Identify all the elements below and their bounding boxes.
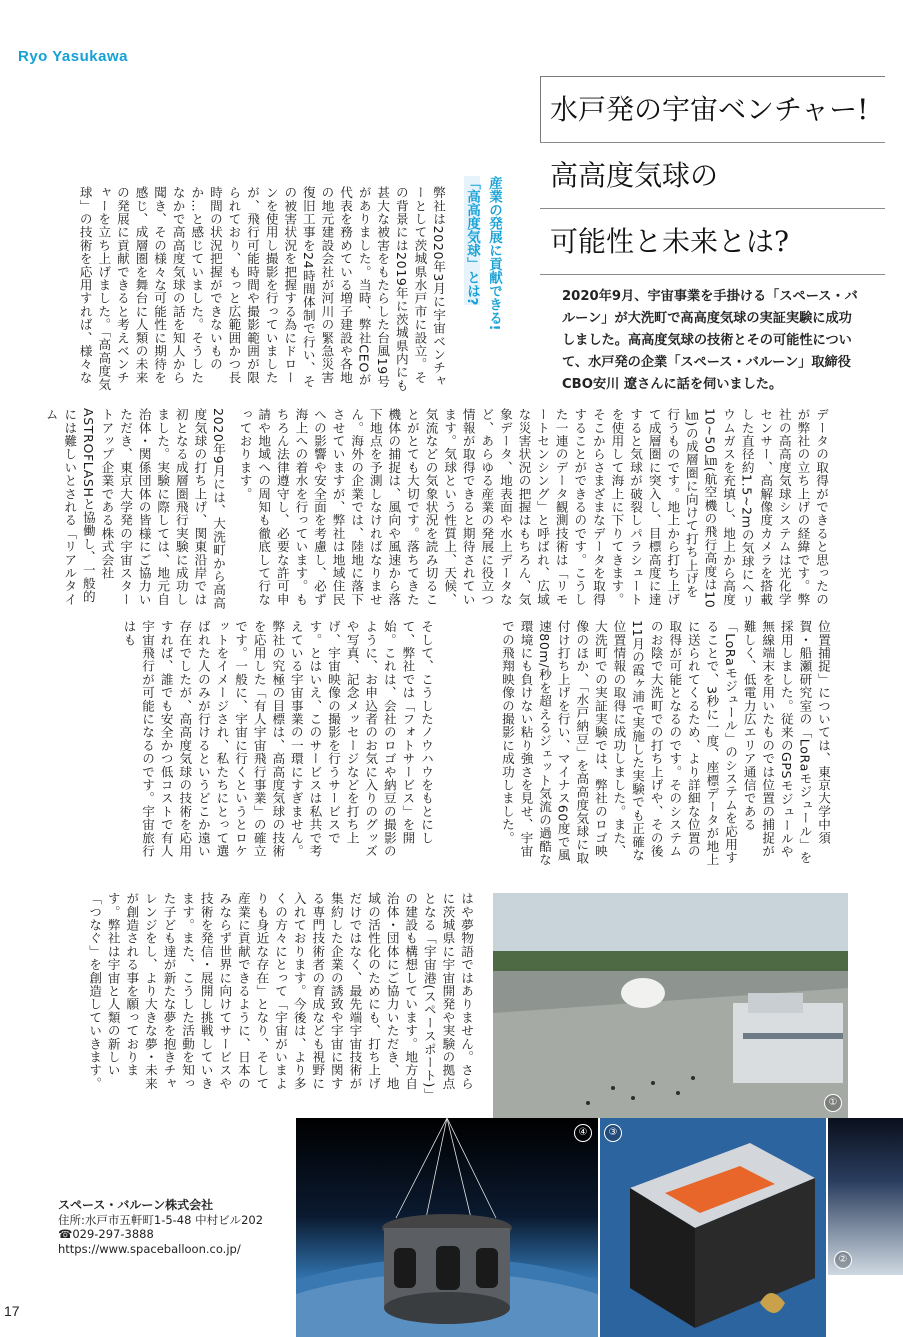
section-heading [455, 176, 505, 406]
section-heading-line-1: 産業の発展に貢献できる! [486, 176, 502, 331]
title-top-rule [540, 76, 885, 77]
photo-payload-art [600, 1118, 826, 1337]
company-tel: ☎029-297-3888 [58, 1227, 154, 1241]
title-rule-1 [540, 142, 885, 143]
lead-paragraph: 2020年9月、宇宙事業を手掛ける「スペース・バルーン」が大洗町で高高度気球の実証実験に成功しました。高高度気球の技術とその可能性について、水戸発の企業「スペース・バルーン」取締役CBO安川 遼さんに話を伺いました。 [562, 289, 858, 392]
title-line-3: 可能性と未来とは? [550, 225, 790, 258]
photo-sky [828, 1118, 903, 1275]
title-rule-2 [540, 208, 885, 209]
body-column-top-left: 弊社は2020年3月に宇宙ベンチャーとして茨城県水戸市に設立。その背景には2019年に茨城県内にも甚大な被害をもたらした台風19号がありました。当時、弊社CEOが代表を務めている増子建設や各地の地元建設会社が河川の緊急災害復旧工事を24時間体制で行い、その被害状況を把握する為にドローンを使用し撮影を行っていましたが、飛行可能時間や撮影範囲が限られており、もっと広範囲かつ長時間の状況把握ができないものか…と感じていました。そうしたなかで高高度気球の話を知人から聞き、その様々な可能性に期待を感じ、成層圏を舞台に人類の未来の発展に貢献できると考えベンチャーを立ち上げました。「高高度気球」の技術を応用すれば、様々な [77, 186, 446, 393]
body-column-lower: 位置捕捉」については、東京大学中須賀・船瀬研究室の「LoRaモジュール」を採用しました。従来のGPSモジュールや無線端末を用いたものでは位置の捕捉が難しく、低電力広エリア通信である「LoRaモジュール」のシステムを応用することで、3秒に一度、座標データが地上に送られてくるため、より詳細な位置の取得が可能となるのです。そのシステムのお陰で大洗町での打ち上げや、その後11月の霞ヶ浦で実施した実験でも正確な位置情報の取得に成功しました。また、大洗町での実証実験では、弊社のロゴ映像のほか、「水戸納豆」を高高度気球に取付け打ち上げを行い、マイナス60度で風速80m/秒を超えるジェット気流の過酷な環境にも負けない粘り強さを見せ、宇宙での飛翔映像の撮影に成功しました。 [499, 620, 831, 867]
photo-payload-box [600, 1118, 826, 1337]
page-number: 17 [4, 1303, 20, 1319]
title-side-rule [540, 76, 541, 142]
photo-number-3: ③ [604, 1124, 622, 1142]
company-name: スペース・バルーン株式会社 [58, 1198, 214, 1212]
title-rule-3 [540, 274, 885, 275]
photo-number-4: ④ [574, 1124, 592, 1142]
photo-capsule-space [296, 1118, 598, 1337]
photo-capsule-art [296, 1118, 598, 1337]
body-column-lower-b: そして、こうしたノウハウをもとにして、弊社では「フォトサービス」を開始。これは、会社のロゴや納豆の撮影のように、お申込者のお気に入りのグッズや写真、記念メッセージなどを打ち上げ、宇宙映像の撮影を行うサービスです。とはいえ、このサービスは私共で考えている宇宙事業の一環にすぎません。弊社の究極の目標は、高高度気球の技術を応用した「有人宇宙飛行事業」の確立です。一般に、宇宙に行くというとロケットをイメージされ、私たちにとって選ばれた人のみが行けるというどこか遠い存在でしたが、高高度気球の技術を応用すれば、誰でも安全かつ低コストで有人宇宙飛行が可能になるのです。宇宙旅行はも [121, 620, 434, 858]
body-column-bottom: はや夢物語ではありません。さらに茨城県に宇宙開発や実験の拠点となる「宇宙港(スペースポート)」の建設も構想しています。地方自治体・団体にご協力いただき、地域の活性化のためにも、打ち上げだけではなく、最先端宇宙技術が集約した企業の誘致や宇宙に関する専門技術者の育成なども視野に入れております。今後は、より多くの方々にとって「宇宙がいまよりも身近な存在」となり、そして産業に貢献できるように、日本のみならず世界に向けてサービスや技術を発信・展開し挑戦していきます。また、こうした活動を知った子ども達が新たな夢を抱きチャレンジをし、より大きな夢・未来が創造される事を願っております。弊社は宇宙と人類の新しい「つなぐ」を創造していきます。 [87, 892, 474, 1102]
photo-number-2: ② [834, 1251, 852, 1269]
body-column-middle-left: 2020年9月には、大洗町から高高度気球の打ち上げ、関東沿岸では初となる成層圏飛行実験に成功しました。実験に際しては、地元自治体・関係団体の皆様にご協力いただき、東京大学発の宇宙スタートアップ企業である株式会社ASTROFLASHと協働し、一般的には難しいとされる「リアルタイム [43, 408, 226, 610]
title-line-2: 高高度気球の [550, 159, 719, 192]
photo-balloon-launch [493, 893, 848, 1118]
author-name: Ryo Yasukawa [18, 48, 128, 65]
title-line-1: 水戸発の宇宙ベンチャー! [550, 93, 869, 126]
photo-number-1: ① [824, 1094, 842, 1112]
section-heading-line-2: 「高高度気球」とは? [464, 176, 480, 306]
company-url[interactable]: https://www.spaceballoon.co.jp/ [58, 1241, 241, 1256]
body-column-middle-right: データの取得ができると思ったのが弊社の立ち上げの経緯です。弊社の高高度気球システムは光化学センサー、高解像度カメラを搭載した直径約1.5~2mの気球にヘリウムガスを充填し、地上から高度10~50㎞(航空機の飛行高度は10㎞)の成層圏に向けて打ち上げを行うものです。地上から打ち上げて成層圏に突入し、目標高度に達すると気球が破裂しパラシュートを使用して海上に下りてきます。そこからさまざまなデータを取得することができるのです。こうした一連のデータ観測技術は「リモートセンシング」と呼ばれ、広域な災害状況の把握はもちろん、気象データ、地表面や水上データなど、あらゆる産業の発展に役立つ情報が取得できると期待されています。気球という性質上、天候、気流などの気象状況を読み切ることがとても大切です。落ちてきた機体の捕捉は、風向や風速から落下地点を予測しなければなりません。海外の企業では、陸地に落下させていますが、弊社は地域住民への影響や安全面を考慮し、必ず海上への着水を行っています。もちろん法律遵守し、必要な許可申請や地域への周知も徹底して行なっております。 [237, 408, 829, 609]
photo-balloon-launch-art [493, 893, 848, 1118]
title-block [540, 76, 885, 276]
company-info [58, 1198, 263, 1256]
company-address: 住所:水戸市五軒町1-5-48 中村ビル202 [58, 1212, 264, 1227]
